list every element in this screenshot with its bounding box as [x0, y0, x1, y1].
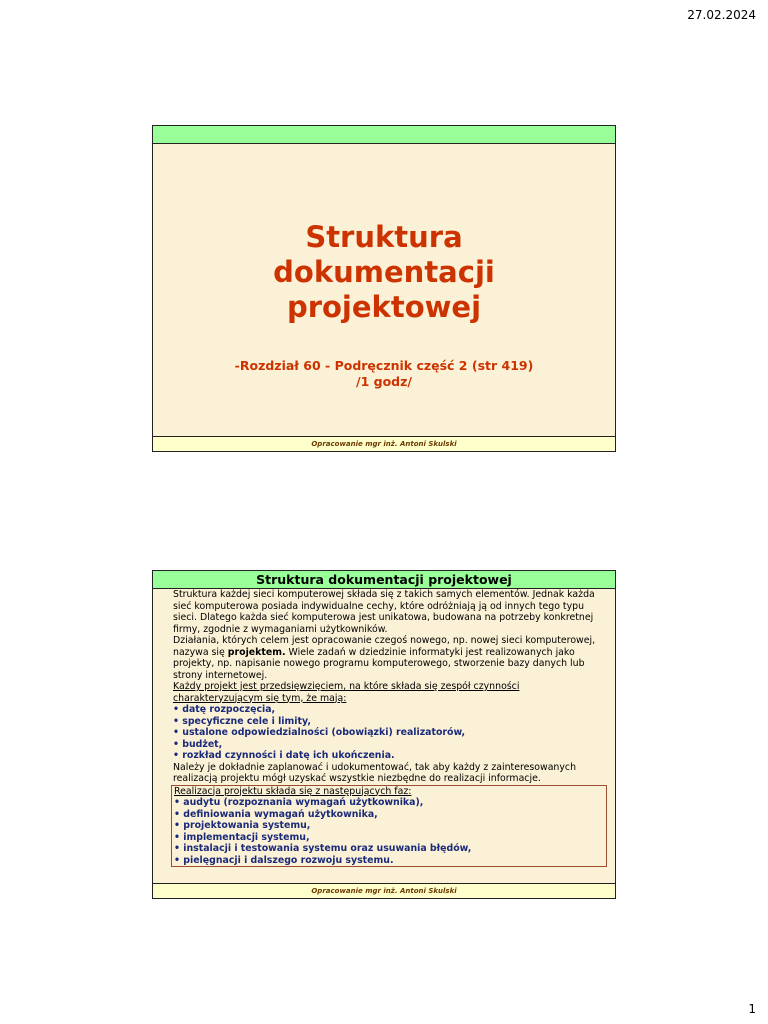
title-line: projektowej [286, 290, 482, 324]
features-list [173, 704, 603, 762]
paragraph-emphasis: projektem. [227, 646, 286, 658]
list-item: • pielęgnacji i dalszego rozwoju systemu. [174, 855, 604, 867]
list-item: • rozkład czynności i datę ich ukończenia. [173, 750, 603, 762]
slide-footer: Opracowanie mgr inż. Antoni Skulski [153, 883, 615, 898]
phases-list [174, 797, 604, 866]
paragraph-text: Wiele zadań w dziedzinie informatyki jest realizowanych jako projekty, np. napisanie nowego programu komputerowego, stworzenie bazy danych lub strony internetowej. [173, 646, 585, 681]
slide-subtitle [153, 358, 615, 390]
paragraph: Każdy projekt jest przedsięwzięciem, na które składa się zespół czynności charakteryzującym się tym, że mają: [173, 681, 520, 704]
title-line: Struktura [305, 220, 463, 254]
paragraph-text: Działania, których celem jest opracowanie czegoś nowego, np. nowej sieci komputerowej, nazywa się [173, 635, 596, 658]
list-item: • audytu (rozpoznania wymagań użytkownika), [174, 797, 604, 809]
phases-intro: Realizacja projektu składa się z następujących faz: [174, 785, 412, 797]
print-date: 27.02.2024 [687, 8, 756, 22]
paragraph [173, 635, 603, 681]
list-item: • instalacji i testowania systemu oraz usuwania błędów, [174, 843, 604, 855]
list-item: • budżet, [173, 739, 603, 751]
slide-top-bar [153, 126, 615, 144]
subtitle-line: -Rozdział 60 - Podręcznik część 2 (str 419) [234, 358, 534, 373]
list-item: • definiowania wymagań użytkownika, [174, 809, 604, 821]
slide-title [152, 125, 616, 452]
subtitle-line: /1 godz/ [356, 374, 412, 389]
paragraph: Struktura każdej sieci komputerowej składa się z takich samych elementów. Jednak każda sieć komputerowa posiada indywidualne cechy, które odróżniają ją od innych tego typu sieci. Dlatego każda sieć komputerowa jest unikatowa, budowana na potrzeby konkretnej firmy, zgodnie z wymaganiami użytkowników. [173, 589, 595, 635]
paragraph: Należy je dokładnie zaplanować i udokumentować, tak aby każdy z zainteresowanych realizacją projektu mógł uzyskać wszystkie niezbędne do realizacji informacje. [173, 761, 577, 784]
list-item: • implementacji systemu, [174, 832, 604, 844]
slide-content-body [173, 589, 603, 867]
page-number: 1 [748, 1002, 756, 1016]
list-item: • ustalone odpowiedzialności (obowiązki) realizatorów, [173, 727, 603, 739]
slide-content [152, 570, 616, 899]
slide-title-heading [153, 220, 615, 325]
slide-content-heading: Struktura dokumentacji projektowej [153, 571, 615, 589]
list-item: • specyficzne cele i limity, [173, 716, 603, 728]
slide-footer: Opracowanie mgr inż. Antoni Skulski [153, 436, 615, 451]
phases-box [171, 785, 607, 868]
list-item: • projektowania systemu, [174, 820, 604, 832]
list-item: • datę rozpoczęcia, [173, 704, 603, 716]
title-line: dokumentacji [273, 255, 495, 289]
